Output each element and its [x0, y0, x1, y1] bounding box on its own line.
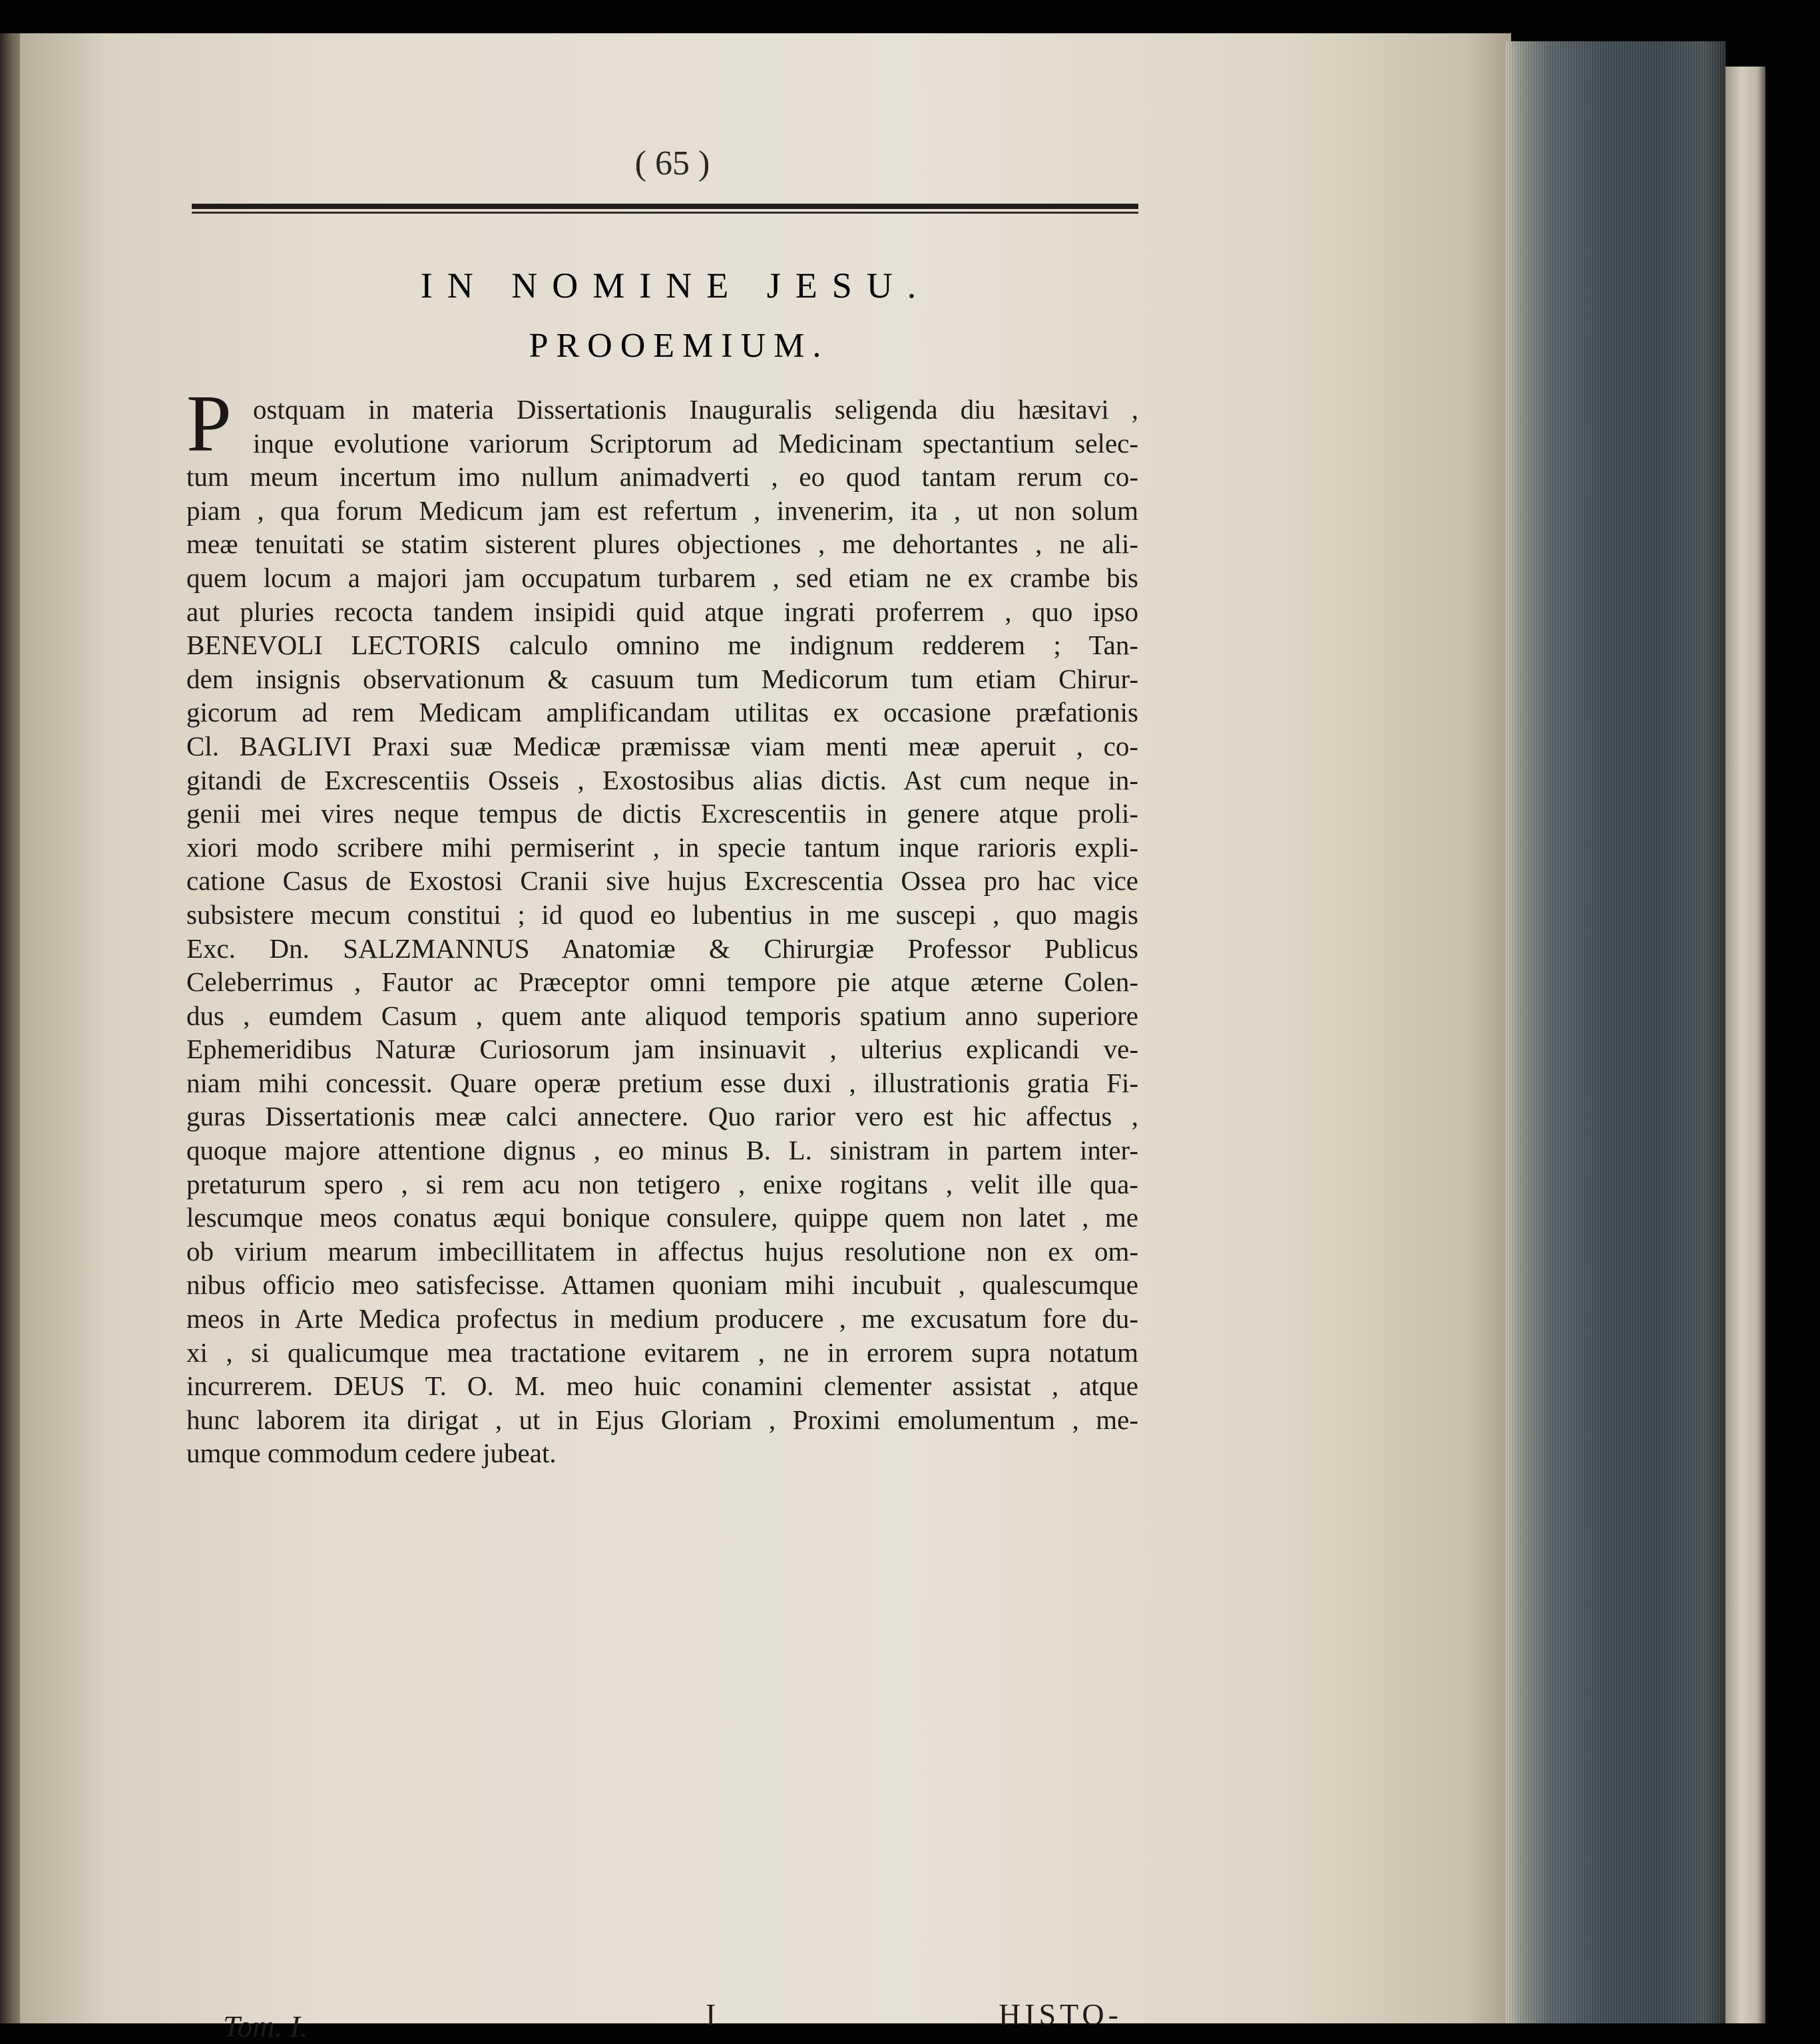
text-line: quoque majore attentione dignus , eo minus B. L. sinistram in partem inter- — [186, 1135, 1138, 1166]
text-line: Ephemeridibus Naturæ Curiosorum jam insinuavit , ulterius explicandi ve- — [186, 1034, 1138, 1065]
text-line: hunc laborem ita dirigat , ut in Ejus Gloriam , Proximi emolumentum , me- — [186, 1404, 1138, 1435]
book-cover-edge — [1725, 67, 1765, 2023]
text-line: piam , qua forum Medicum jam est refertum , invenerim, ita , ut non solum — [186, 495, 1138, 526]
text-line: BENEVOLI LECTORIS calculo omnino me indignum redderem ; Tan- — [186, 630, 1138, 661]
page-block-edges — [1506, 41, 1725, 2023]
text-line: ostquam in materia Dissertationis Inauguralis seligenda diu hæsitavi , — [253, 394, 1138, 425]
text-line: pretaturum spero , si rem acu non tetigero , enixe rogitans , velit ille qua- — [186, 1168, 1138, 1199]
text-line: xi , si qualicumque mea tractatione evitarem , ne in errorem supra notatum — [186, 1336, 1138, 1368]
text-line: niam mihi concessit. Quare operæ pretium esse duxi , illustrationis gratia Fi- — [186, 1067, 1138, 1098]
volume-label: Tom. I. — [223, 2009, 308, 2043]
section-heading: PROOEMIUM. — [529, 327, 829, 365]
text-line: genii mei vires neque tempus de dictis Excrescentiis in genere atque proli- — [186, 798, 1138, 829]
signature-mark: I — [706, 1997, 716, 2031]
text-line: Cl. BAGLIVI Praxi suæ Medicæ præmissæ viam menti meæ aperuit , co- — [186, 730, 1138, 761]
page-number: ( 65 ) — [634, 144, 710, 182]
text-line: guras Dissertationis meæ calci annectere. Quo rarior vero est hic affectus , — [186, 1101, 1138, 1132]
text-line: incurrerem. DEUS T. O. M. meo huic conamini clementer assistat , atque — [186, 1370, 1138, 1402]
text-line: lescumque meos conatus æqui bonique consulere, quippe quem non latet , me — [186, 1202, 1138, 1233]
header-rule-thick — [192, 204, 1138, 209]
invocation-heading: IN NOMINE JESU. — [420, 266, 931, 306]
text-line: Exc. Dn. SALZMANNUS Anatomiæ & Chirurgiæ Professor Publicus — [186, 932, 1138, 964]
text-line: meæ tenuitati se statim sisterent plures objectiones , me dehortantes , ne ali- — [186, 528, 1138, 560]
text-line: aut pluries recocta tandem insipidi quid atque ingrati proferrem , quo ipso — [186, 596, 1138, 627]
text-line: ob virium mearum imbecillitatem in affectus hujus resolutione non ex om- — [186, 1235, 1138, 1267]
header-rule-thin — [192, 212, 1138, 214]
text-line: gicorum ad rem Medicam amplificandam utilitas ex occasione præfationis — [186, 697, 1138, 728]
text-line: inque evolutione variorum Scriptorum ad Medicinam spectantium selec- — [253, 427, 1138, 459]
drop-cap: P — [186, 379, 232, 469]
text-line: quem locum a majori jam occupatum turbarem , sed etiam ne ex crambe bis — [186, 562, 1138, 593]
text-line: xiori modo scribere mihi permiserint , in specie tantum inque rarioris expli- — [186, 831, 1138, 863]
text-line: umque commodum cedere jubeat. — [186, 1438, 557, 1469]
text-line: Celeberrimus , Fautor ac Præceptor omni tempore pie atque æterne Colen- — [186, 966, 1138, 998]
text-line: dem insignis observationum & casuum tum Medicorum tum etiam Chirur- — [186, 663, 1138, 694]
text-line: meos in Arte Medica profectus in medium producere , me excusatum fore du- — [186, 1303, 1138, 1334]
text-line: tum meum incertum imo nullum animadverti , eo quod tantam rerum co- — [186, 461, 1138, 493]
text-line: catione Casus de Exostosi Cranii sive hujus Excrescentia Ossea pro hac vice — [186, 865, 1138, 897]
body-text — [186, 393, 1138, 1470]
text-line: gitandi de Excrescentiis Osseis , Exostosibus alias dictis. Ast cum neque in- — [186, 764, 1138, 795]
text-line: nibus officio meo satisfecisse. Attamen quoniam mihi incubuit , qualescumque — [186, 1269, 1138, 1301]
catchword: HISTO- — [999, 1997, 1122, 2031]
text-line: dus , eumdem Casum , quem ante aliquod temporis spatium anno superiore — [186, 1000, 1138, 1031]
text-line: subsistere mecum constitui ; id quod eo lubentius in me suscepi , quo magis — [186, 899, 1138, 930]
